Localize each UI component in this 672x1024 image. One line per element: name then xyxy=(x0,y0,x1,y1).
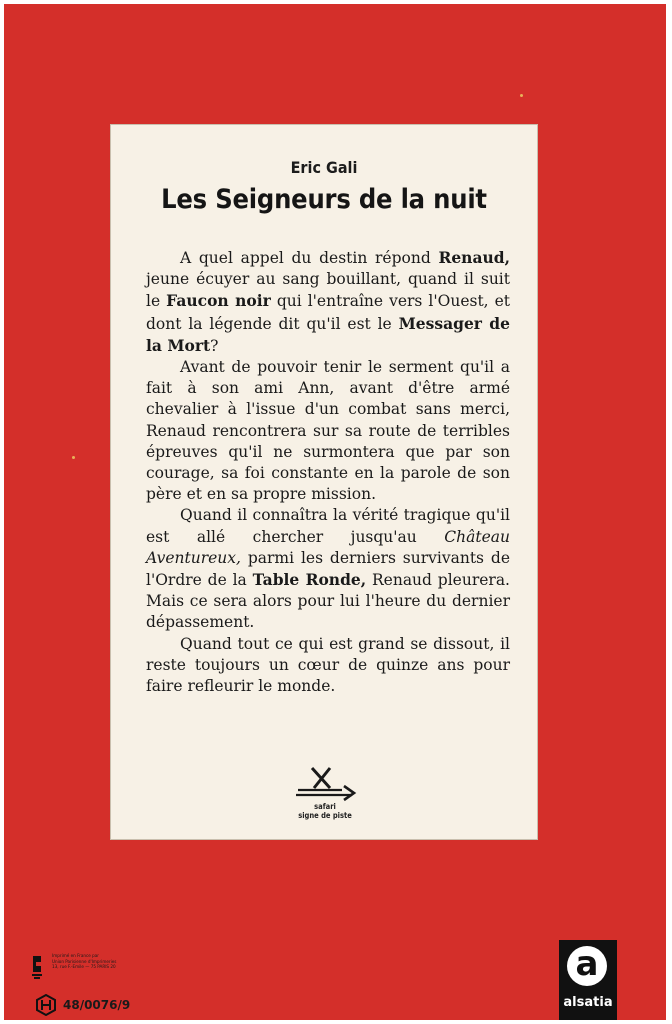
blurb-paragraph-2: Avant de pouvoir tenir le serment qu'il a fait à son ami Ann, avant d'être armé chevalier à l'issue d'un combat sans merci, Renaud rencontrera sur sa route de terribles épreuves qu'il ne surmontera que par son courage, sa foi constante en la parole de son père et en sa propre mission. xyxy=(146,358,510,504)
imprint-line1: Imprimé en France par xyxy=(52,954,99,959)
publisher-name: alsatia xyxy=(563,995,613,1010)
publisher-letter: a xyxy=(567,946,607,986)
blurb-paragraph-4: Quand tout ce qui est grand se dissout, il reste toujours un cœur de quinze ans pour faire refleurir le monde. xyxy=(146,634,510,696)
author-name: Eric Gali xyxy=(290,158,358,177)
printer-mark-icon xyxy=(30,954,44,980)
series-logo-line1: safari xyxy=(314,802,336,811)
imprint-text xyxy=(52,954,162,971)
blurb-paragraph-3: Quand il connaîtra la vérité tragique qu'il est allé chercher jusqu'au Château Aventureux, parmi les derniers survivants de l'Ordre de la Table Ronde, Renaud pleurera. Mais ce sera alors pour lui l'heure du dernier dépassement. xyxy=(146,506,510,632)
publisher-logo xyxy=(559,940,617,1020)
speck xyxy=(520,94,523,97)
blurb-panel xyxy=(110,124,538,840)
imprint-line3: 13, rue F.-Emile — 75 PARIS 20 xyxy=(52,965,116,970)
catalog-code: 48/0076/9 xyxy=(63,998,131,1012)
hexagon-code-icon xyxy=(35,994,57,1016)
safari-series-logo xyxy=(290,764,360,824)
back-cover xyxy=(4,4,666,1020)
blurb-text xyxy=(146,247,510,697)
series-logo-line2: signe de piste xyxy=(298,811,352,820)
speck xyxy=(72,456,75,459)
signe-de-piste-icon xyxy=(290,764,360,804)
blurb-paragraph-1: A quel appel du destin répond Renaud, jeune écuyer au sang bouillant, quand il suit le Faucon noir qui l'entraîne vers l'Ouest, et dont la légende dit qu'il est le Messager de la Mort? xyxy=(146,248,511,355)
book-title: Les Seigneurs de la nuit xyxy=(161,184,487,215)
imprint-line2: Union Parisienne d'Imprimeries xyxy=(52,959,117,965)
